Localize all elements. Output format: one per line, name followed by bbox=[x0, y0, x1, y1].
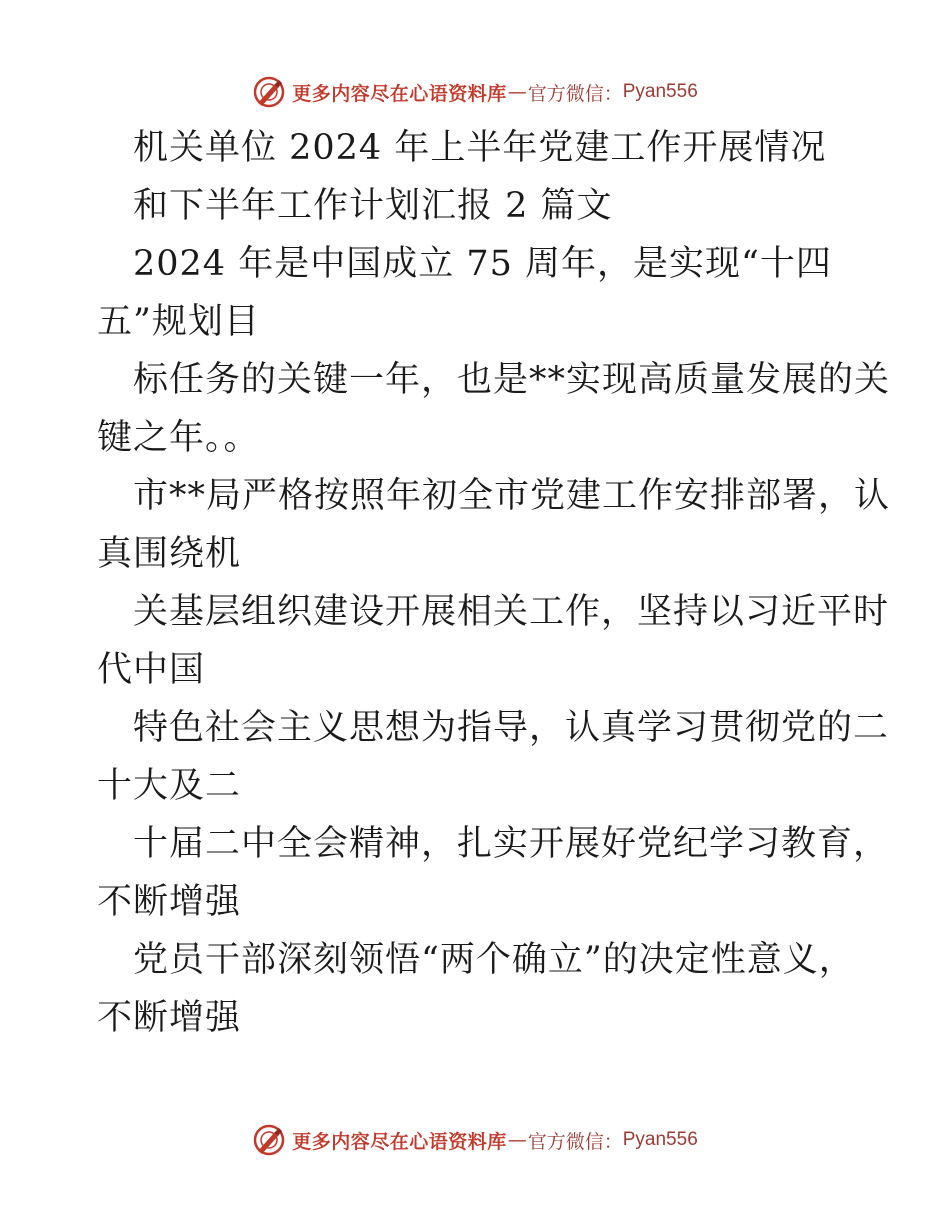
watermark-wechat-label: 官方微信： bbox=[527, 82, 623, 105]
body-line: 十届二中全会精神，扎实开展好党纪学习教育， bbox=[133, 824, 890, 864]
body-line: 市**局严格按照年初全市党建工作安排部署，认 bbox=[133, 476, 891, 516]
body-line: 十大及二 bbox=[97, 766, 242, 806]
document-title-line-1: 机关单位 2024 年上半年党建工作开展情况 bbox=[133, 128, 827, 168]
body-line: 键之年。。 bbox=[97, 418, 260, 458]
body-line: 关基层组织建设开展相关工作，坚持以习近平时 bbox=[133, 592, 890, 632]
body-line: 特色社会主义思想为指导，认真学习贯彻党的二 bbox=[133, 708, 890, 748]
body-line: 不断增强 bbox=[97, 998, 242, 1038]
body-line: 标任务的关键一年，也是**实现高质量发展的关 bbox=[133, 360, 891, 400]
watermark-banner-top bbox=[0, 72, 950, 112]
pen-seal-logo-icon bbox=[252, 1123, 286, 1157]
watermark-separator: — bbox=[507, 81, 527, 103]
watermark-brand-text: 更多内容尽在心语资料库 bbox=[292, 82, 507, 105]
watermark-brand-text: 更多内容尽在心语资料库 bbox=[292, 1130, 507, 1153]
watermark-wechat-label: 官方微信： bbox=[527, 1130, 623, 1153]
watermark-account: Pyan556 bbox=[622, 1129, 698, 1150]
document-title-line-2: 和下半年工作计划汇报 2 篇文 bbox=[133, 186, 613, 226]
watermark-banner-bottom bbox=[0, 1120, 950, 1160]
watermark-separator: — bbox=[507, 1129, 527, 1151]
body-line: 五”规划目 bbox=[97, 302, 260, 342]
body-line: 党员干部深刻领悟“两个确立”的决定性意义， bbox=[133, 940, 855, 980]
body-line: 不断增强 bbox=[97, 882, 242, 922]
pen-seal-logo-icon bbox=[252, 75, 286, 109]
body-line: 真围绕机 bbox=[97, 534, 242, 574]
body-line: 2024 年是中国成立 75 周年，是实现“十四 bbox=[133, 244, 832, 284]
watermark-account: Pyan556 bbox=[622, 81, 698, 102]
body-line: 代中国 bbox=[97, 650, 206, 690]
